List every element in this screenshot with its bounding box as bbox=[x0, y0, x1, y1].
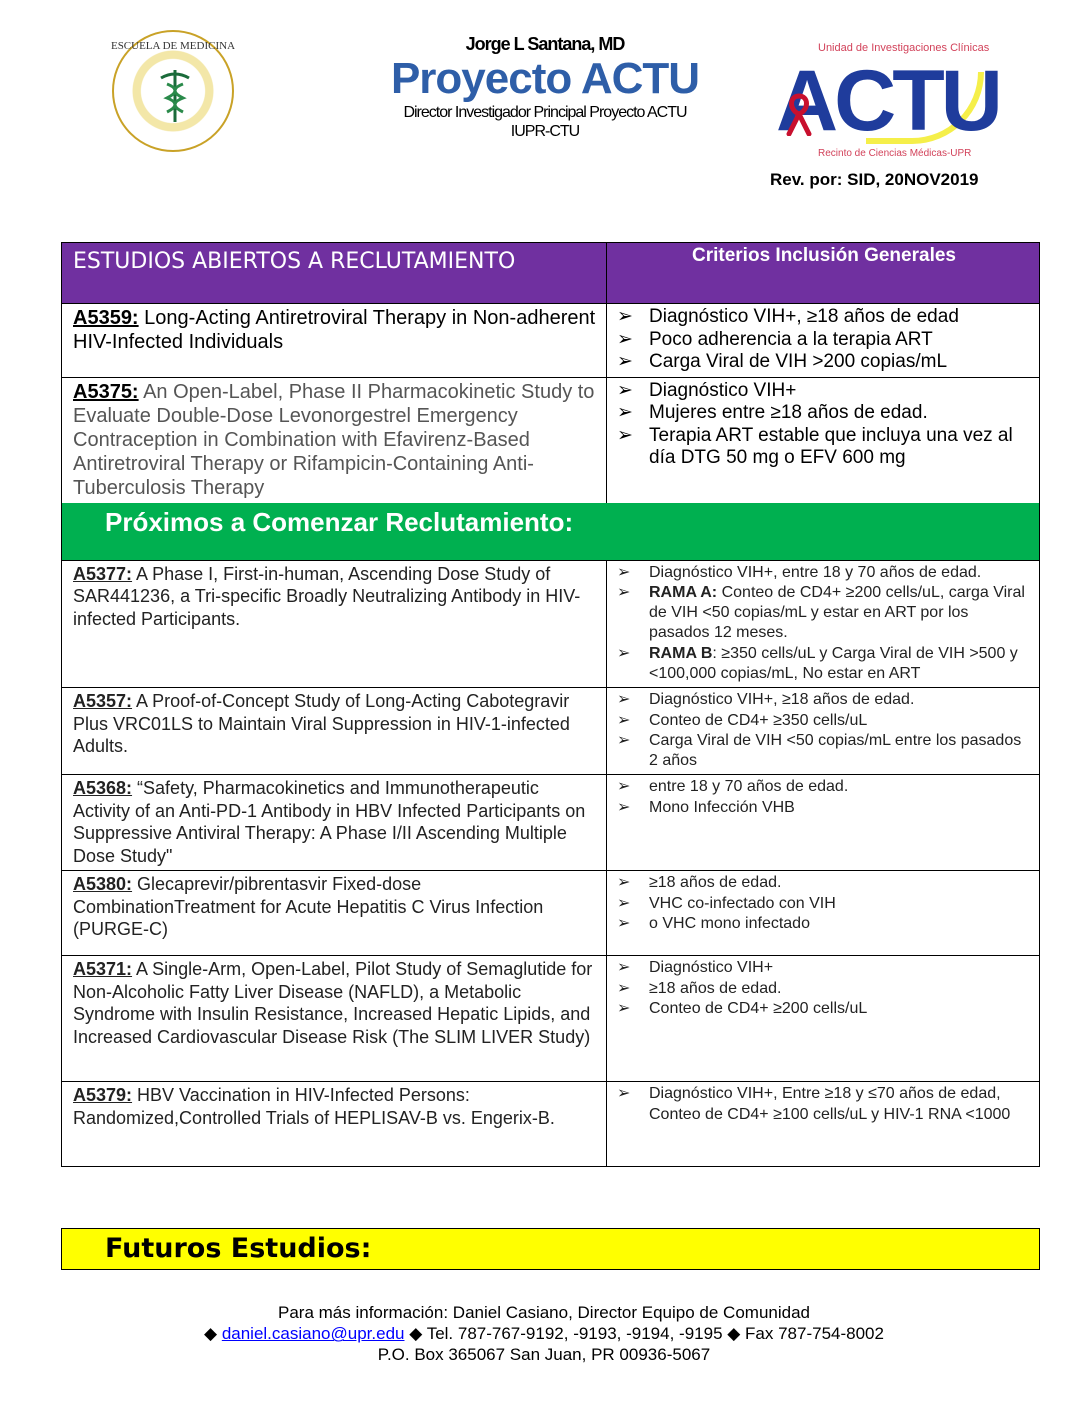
study-title: “Safety, Pharmacokinetics and Immunotherapeutic Activity of an Anti-PD-1 Antibody in HBV Infected Participants on Suppressive Antiviral Therapy: A Phase I/II Ascending Multiple Dose Study" bbox=[73, 778, 586, 866]
criteria-item: ➢ ≥18 años de edad. bbox=[617, 979, 1031, 999]
criteria-item: ➢ VHC co-infectado con VIH bbox=[617, 894, 1031, 914]
inclusion-criteria bbox=[607, 775, 1039, 870]
criteria-list bbox=[617, 777, 1031, 818]
criteria-item: ➢ Mono Infección VHB bbox=[617, 798, 1031, 818]
study-row bbox=[62, 378, 1039, 503]
study-row bbox=[62, 775, 1039, 871]
criteria-item: ➢ Diagnóstico VIH+, ≥18 años de edad bbox=[617, 306, 1031, 329]
footer: Para más información: Daniel Casiano, Director Equipo de Comunidad ◆ daniel.casiano@upr.edu ◆ Tel. 787-767-9192, -9193, -9194, -9195 ◆ Fax 787-754-8002 P.O. Box 365067 San Juan, PR 00936-5067 bbox=[204, 1303, 884, 1365]
study-code: A5368: bbox=[73, 778, 133, 799]
actu-logo: Unidad de Investigaciones Clínicas ACTU Recinto de Ciencias Médicas-UPR bbox=[776, 42, 999, 159]
criteria-item: ➢ Diagnóstico VIH+, entre 18 y 70 años de edad. bbox=[617, 563, 1031, 583]
upcoming-studies bbox=[62, 561, 1039, 1167]
criteria-list bbox=[617, 690, 1031, 771]
study-row bbox=[62, 561, 1039, 689]
caduceus-icon bbox=[155, 68, 195, 124]
studies-table bbox=[61, 242, 1040, 1167]
study-description bbox=[62, 561, 607, 688]
criteria-list bbox=[617, 380, 1031, 470]
criteria-item: ➢ Diagnóstico VIH+, ≥18 años de edad. bbox=[617, 690, 1031, 710]
study-title: Glecaprevir/pibrentasvir Fixed-dose CombinationTreatment for Acute Hepatitis C Virus Infection (PURGE-C) bbox=[73, 874, 544, 940]
study-row bbox=[62, 688, 1039, 775]
criteria-item: ➢ Diagnóstico VIH+, Entre ≥18 y ≤70 años de edad, Conteo de CD4+ ≥100 cells/uL y HIV-1 RNA <1000 bbox=[617, 1084, 1031, 1125]
inclusion-criteria bbox=[607, 871, 1039, 955]
inclusion-criteria bbox=[607, 378, 1039, 503]
document-header bbox=[360, 34, 730, 141]
revision-note: Rev. por: SID, 20NOV2019 bbox=[770, 170, 979, 189]
inclusion-criteria bbox=[607, 304, 1039, 377]
inclusion-criteria bbox=[607, 1082, 1039, 1166]
study-row bbox=[62, 304, 1039, 378]
criteria-item: ➢ Conteo de CD4+ ≥350 cells/uL bbox=[617, 711, 1031, 731]
study-description bbox=[62, 378, 607, 503]
study-title: An Open-Label, Phase II Pharmacokinetic Study to Evaluate Double-Dose Levonorgestrel Emergency Contraception in Combination with Efavirenz-Based Antiretroviral Therapy or Rifampicin-Containing Anti-Tuberculosis Therapy bbox=[73, 380, 595, 499]
study-title: A Single-Arm, Open-Label, Pilot Study of Semaglutide for Non-Alcoholic Fatty Liver Disease (NAFLD), a Metabolic Syndrome with Insulin Resistance, Increased Hepatic Lipids, and Increased Cardiovascular Disease Risk (The SLIM LIVER Study) bbox=[73, 959, 593, 1047]
study-title: Long-Acting Antiretroviral Therapy in Non-adherent HIV-Infected Individuals bbox=[73, 307, 596, 353]
study-title: A Phase I, First-in-human, Ascending Dose Study of SAR441236, a Tri-specific Broadly Neutralizing Antibody in HIV-infected Participants. bbox=[73, 563, 581, 629]
study-code: A5377: bbox=[73, 563, 133, 584]
criteria-item: ➢ entre 18 y 70 años de edad. bbox=[617, 777, 1031, 797]
criteria-item: ➢ RAMA A: Conteo de CD4+ ≥200 cells/uL, carga Viral de VIH <50 copias/mL y estar en ART por los pasados 12 meses. bbox=[617, 583, 1031, 644]
study-row bbox=[62, 1082, 1039, 1166]
content bbox=[0, 242, 1088, 1385]
study-code: A5359: bbox=[73, 307, 139, 329]
criteria-item: ➢ Carga Viral de VIH <50 copias/mL entre los pasados 2 años bbox=[617, 731, 1031, 772]
criteria-list bbox=[617, 873, 1031, 934]
email-link[interactable]: daniel.casiano@upr.edu bbox=[221, 1324, 405, 1344]
future-studies-header: Futuros Estudios: bbox=[61, 1228, 1040, 1270]
criteria-item: ➢ Carga Viral de VIH >200 copias/mL bbox=[617, 351, 1031, 374]
study-code: A5380: bbox=[73, 874, 133, 895]
criteria-item: ➢ RAMA B: ≥350 cells/uL y Carga Viral de VIH >500 y <100,000 copias/mL, No estar en ART bbox=[617, 644, 1031, 685]
open-studies bbox=[62, 304, 1039, 503]
study-code: A5379: bbox=[73, 1085, 133, 1106]
criteria-list bbox=[617, 563, 1031, 685]
school-seal-logo: ESCUELA DE MEDICINA bbox=[112, 30, 234, 152]
study-description bbox=[62, 956, 607, 1081]
criteria-list bbox=[617, 306, 1031, 374]
criteria-list bbox=[617, 1084, 1031, 1125]
red-ribbon-icon bbox=[784, 92, 814, 136]
study-row bbox=[62, 871, 1039, 956]
inclusion-criteria bbox=[607, 561, 1039, 688]
study-title: HBV Vaccination in HIV-Infected Persons: Randomized,Controlled Trials of HEPLISAV-B vs. Engerix-B. bbox=[73, 1085, 555, 1128]
criteria-list bbox=[617, 958, 1031, 1019]
upcoming-section-header: Próximos a Comenzar Reclutamiento: bbox=[62, 503, 1039, 561]
study-code: A5357: bbox=[73, 691, 133, 712]
inclusion-criteria bbox=[607, 956, 1039, 1081]
investigator-name: Jorge L Santana, MD bbox=[465, 34, 625, 54]
criteria-item: ➢ Terapia ART estable que incluya una vez al día DTG 50 mg o EFV 600 mg bbox=[617, 425, 1031, 470]
criteria-item: ➢ Diagnóstico VIH+ bbox=[617, 380, 1031, 403]
study-code: A5371: bbox=[73, 959, 133, 980]
criteria-item: ➢ Poco adherencia a la terapia ART bbox=[617, 329, 1031, 352]
criteria-item: ➢ ≥18 años de edad. bbox=[617, 873, 1031, 893]
study-description bbox=[62, 775, 607, 870]
study-description bbox=[62, 304, 607, 377]
table-header-row: ESTUDIOS ABIERTOS A RECLUTAMIENTO Criterios Inclusión Generales bbox=[62, 243, 1039, 304]
study-title: A Proof-of-Concept Study of Long-Acting Cabotegravir Plus VRC01LS to Maintain Viral Suppression in HIV-1-infected Adults. bbox=[73, 691, 570, 757]
study-description bbox=[62, 688, 607, 774]
inclusion-criteria bbox=[607, 688, 1039, 774]
study-row bbox=[62, 956, 1039, 1082]
project-title: Proyecto ACTU bbox=[390, 54, 700, 103]
study-description bbox=[62, 1082, 607, 1166]
organization: IUPR-CTU bbox=[510, 123, 580, 140]
criteria-item: ➢ Mujeres entre ≥18 años de edad. bbox=[617, 402, 1031, 425]
criteria-item: ➢ Conteo de CD4+ ≥200 cells/uL bbox=[617, 999, 1031, 1019]
investigator-title: Director Investigador Principal Proyecto ACTU bbox=[403, 104, 687, 121]
study-description bbox=[62, 871, 607, 955]
study-code: A5375: bbox=[73, 380, 139, 403]
criteria-item: ➢ Diagnóstico VIH+ bbox=[617, 958, 1031, 978]
criteria-item: ➢ o VHC mono infectado bbox=[617, 914, 1031, 934]
